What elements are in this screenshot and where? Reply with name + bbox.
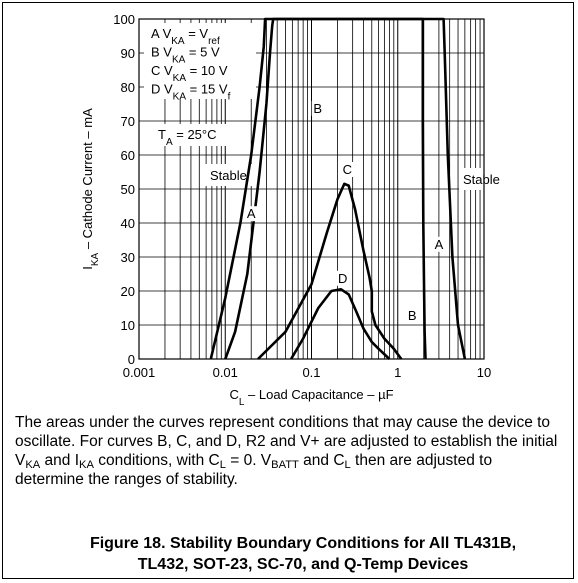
curve-label-A: A (434, 236, 444, 252)
curve-label-B: B (313, 100, 323, 116)
y-tick-label: 70 (120, 114, 135, 129)
text-span: = 25°C (172, 127, 217, 142)
y-axis-label (80, 108, 101, 270)
text-span: I (80, 266, 95, 270)
x-axis-label (229, 387, 393, 408)
figure-frame (2, 2, 574, 579)
y-tick-label: 30 (120, 250, 135, 265)
text-span: ref (208, 35, 220, 47)
text-span: = V (184, 26, 209, 41)
text-span: C (151, 63, 164, 78)
figure-caption: The areas under the curves represent conditions that may cause the device to oscillate. For curves B, C, and D, R2 and V+ are adjusted to establish the initial $V_{KA}$ and $I_{KA}$ conditions, with $C_L = 0$. $V_{BATT}$ and $C_L$ then are adjusted to determine the ranges of stability. (15, 414, 558, 488)
text-span: = 10 V (186, 63, 228, 78)
text-span: V (164, 81, 173, 97)
x-tick-label: 1 (394, 365, 402, 380)
text-span: = 15 V (186, 81, 228, 97)
y-tick-label: 0 (127, 352, 135, 367)
x-tick-label: 10 (476, 365, 492, 380)
stable-label-right: Stable (463, 172, 500, 187)
y-tick-label: 100 (113, 12, 135, 27)
text-span: C (229, 387, 239, 402)
text-span: f (227, 91, 231, 102)
text-span: A (151, 26, 163, 41)
figure-title (43, 533, 563, 575)
curve-label-A: A (246, 206, 256, 222)
figure-title-line-2: TL432, SOT-23, SC-70, and Q-Temp Devices (137, 556, 469, 573)
x-tick-label: 0.001 (122, 365, 156, 380)
text-span: KA (171, 35, 185, 47)
text-span: KA (172, 91, 187, 102)
x-tick-label: 0.01 (212, 365, 238, 380)
text-span: V (164, 63, 173, 78)
curve-label-D: D (338, 270, 348, 286)
x-tick-label: 0.1 (302, 365, 321, 380)
text-span: KA (171, 54, 186, 65)
text-span: – Cathode Current – mA (80, 108, 95, 253)
y-tick-label: 50 (120, 182, 135, 197)
curve-C (258, 184, 401, 359)
y-tick-label: 60 (120, 148, 135, 163)
figure-title-line-1: Figure 18. Stability Boundary Conditions for All TL431B, (89, 535, 517, 552)
text-span: – Load Capacitance – µF (244, 387, 394, 402)
text-span: B (151, 44, 164, 60)
text-span: V (163, 44, 172, 60)
text-span: V (162, 26, 172, 41)
y-tick-label: 40 (120, 216, 135, 231)
stable-label-left: Stable (210, 168, 247, 183)
chart-text (80, 12, 500, 408)
text-span: T (158, 127, 166, 142)
text-span: = 5 V (185, 44, 220, 60)
text-span: KA (89, 252, 101, 267)
y-tick-label: 90 (120, 46, 135, 61)
y-tick-label: 20 (120, 284, 135, 299)
stability-chart (3, 3, 575, 408)
curve-label-B: B (407, 308, 417, 324)
text-span: L (238, 396, 245, 408)
curve-label-C: C (342, 162, 352, 177)
y-tick-label: 80 (120, 80, 135, 95)
text-span: KA (172, 72, 187, 84)
text-span: A (165, 136, 173, 148)
y-tick-label: 10 (120, 318, 135, 333)
text-span: D (151, 81, 164, 97)
